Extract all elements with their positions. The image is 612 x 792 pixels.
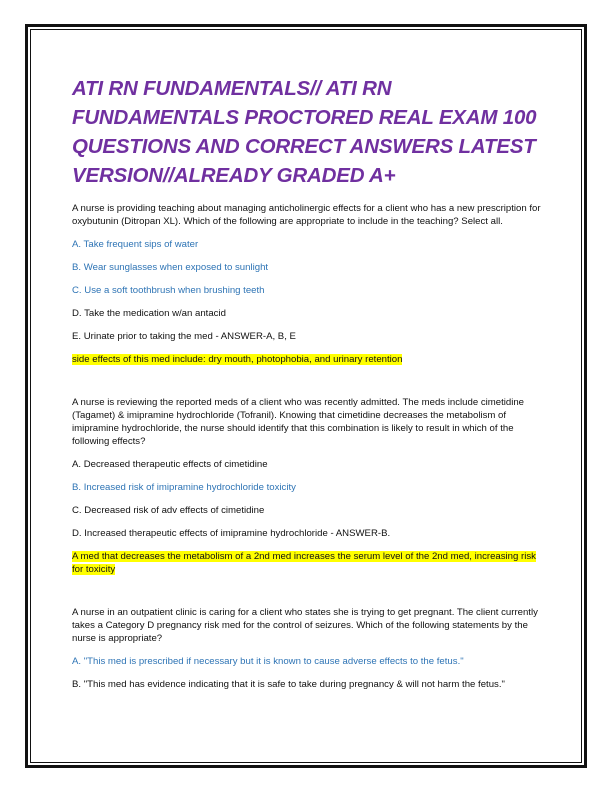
document-title: ATI RN FUNDAMENTALS// ATI RN FUNDAMENTALS PROCTORED REAL EXAM 100 QUESTIONS AND CORRECT ANSWERS LATEST VERSION//ALREADY GRADED A+ bbox=[72, 77, 537, 187]
answer-option: E. Urinate prior to taking the med - ANSWER-A, B, E bbox=[72, 331, 296, 342]
answer-option: C. Decreased risk of adv effects of cimetidine bbox=[72, 505, 265, 516]
answer-option: A. Decreased therapeutic effects of cimetidine bbox=[72, 459, 268, 470]
rationale-text: A med that decreases the metabolism of a 2nd med increases the serum level of the 2nd med, increasing risk for toxicity bbox=[72, 551, 536, 575]
rationale bbox=[72, 353, 542, 366]
rationale bbox=[72, 550, 542, 576]
question-1 bbox=[72, 202, 542, 366]
answer-option: D. Take the medication w/an antacid bbox=[72, 308, 226, 319]
document-body bbox=[72, 74, 542, 701]
question-stem: A nurse is providing teaching about managing anticholinergic effects for a client who has a new prescription for oxybutunin (Ditropan XL). Which of the following are appropriate to include in the teaching? Select all. bbox=[72, 203, 541, 227]
answer-option: C. Use a soft toothbrush when brushing teeth bbox=[72, 285, 265, 296]
question-2 bbox=[72, 396, 542, 576]
question-3 bbox=[72, 606, 542, 691]
question-stem: A nurse in an outpatient clinic is caring for a client who states she is trying to get pregnant. The client currently takes a Category D pregnancy risk med for the control of seizures. Which of the following statements by the nurse is appropriate? bbox=[72, 607, 538, 644]
answer-option: B. "This med has evidence indicating that it is safe to take during pregnancy & will not harm the fetus." bbox=[72, 679, 505, 690]
spacer bbox=[72, 366, 542, 396]
question-stem: A nurse is reviewing the reported meds of a client who was recently admitted. The meds include cimetidine (Tagamet) & imipramine hydrochloride (Tofranil). Knowing that cimetidine decreases the metabolism of imipramine hydrochloride, the nurse should identify that this combination is likely to result in which of the following effects? bbox=[72, 397, 525, 447]
answer-option: D. Increased therapeutic effects of imipramine hydrochloride - ANSWER-B. bbox=[72, 528, 391, 539]
answer-option: A. "This med is prescribed if necessary but it is known to cause adverse effects to the fetus." bbox=[72, 656, 464, 667]
answer-option: B. Increased risk of imipramine hydrochloride toxicity bbox=[72, 482, 296, 493]
answer-option: A. Take frequent sips of water bbox=[72, 239, 199, 250]
answer-option: B. Wear sunglasses when exposed to sunlight bbox=[72, 262, 269, 273]
spacer bbox=[72, 576, 542, 606]
rationale-text: side effects of this med include: dry mouth, photophobia, and urinary retention bbox=[72, 354, 403, 365]
